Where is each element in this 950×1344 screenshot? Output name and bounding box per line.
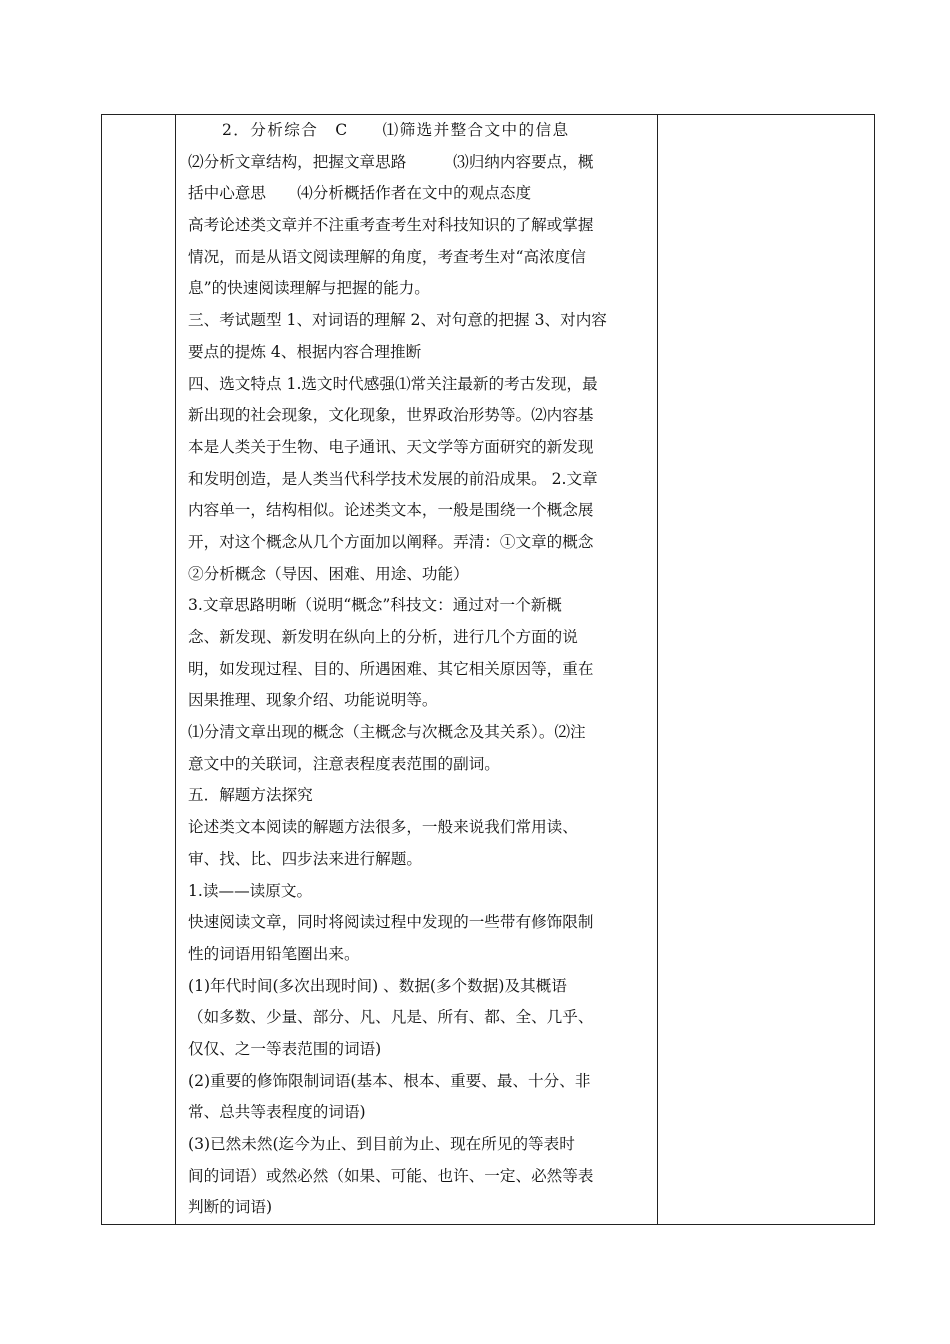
text-line: 1.读——读原文。 (188, 881, 313, 900)
text-line: 高考论述类文章并不注重考查考生对科技知识的了解或掌握 (188, 216, 594, 235)
text-line: ⑴分清文章出现的概念（主概念与次概念及其关系）。⑵注 (188, 723, 586, 742)
text-line: 括中心意思 ⑷分析概括作者在文中的观点态度 (188, 184, 532, 203)
section-heading: 五．解题方法探究 (188, 786, 313, 805)
text-line: 论述类文本阅读的解题方法很多，一般来说我们常用读、 (188, 818, 578, 837)
text-line: 要点的提炼 4、根据内容合理推断 (188, 342, 422, 361)
text-line: 间的词语）或然必然（如果、可能、也许、一定、必然等表 (188, 1166, 594, 1185)
text-line: ②分析概念（导因、困难、用途、功能） (188, 564, 469, 583)
text-line: 2．分析综合 C ⑴筛选并整合文中的信息 (188, 121, 570, 139)
text-line: 和发明创造，是人类当代科学技术发展的前沿成果。 2.文章 (188, 469, 598, 488)
text-line: 三、考试题型 1、对词语的理解 2、对句意的把握 3、对内容 (188, 311, 607, 330)
text-line: ⑵分析文章结构，把握文章思路 ⑶归纳内容要点，概 (188, 152, 594, 171)
text-line: 息”的快速阅读理解与把握的能力。 (188, 279, 430, 298)
text-line: 念、新发现、新发明在纵向上的分析，进行几个方面的说 (188, 628, 578, 646)
text-line: 开，对这个概念从几个方面加以阐释。弄清：①文章的概念 (188, 532, 594, 551)
text-line: 常、总共等表程度的词语) (188, 1103, 366, 1122)
main-content-cell (176, 115, 658, 1225)
text-line: 因果推理、现象介绍、功能说明等。 (188, 691, 438, 710)
text-line: （如多数、少量、部分、凡、凡是、所有、都、全、几乎、 (188, 1008, 594, 1027)
text-line: 四、选文特点 1.选文时代感强⑴常关注最新的考古发现，最 (188, 374, 598, 393)
text-line: 判断的词语) (188, 1198, 273, 1217)
document-table (101, 114, 875, 1225)
text-line: 意文中的关联词，注意表程度表范围的副词。 (188, 754, 500, 773)
text-line: (1)年代时间(多次出现时间) 、数据(多个数据)及其概语 (188, 976, 567, 995)
text-line: (3)已然未然(迄今为止、到目前为止、现在所见的等表时 (188, 1135, 575, 1153)
text-line: 审、找、比、四步法来进行解题。 (188, 849, 422, 868)
right-column-cell (658, 115, 875, 1225)
text-line: 内容单一，结构相似。论述类文本，一般是围绕一个概念展 (188, 501, 594, 520)
left-column-cell (102, 115, 176, 1225)
text-line: 本是人类关于生物、电子通讯、天文学等方面研究的新发现 (188, 437, 594, 456)
text-line: 性的词语用铅笔圈出来。 (188, 944, 360, 963)
text-line: (2)重要的修饰限制词语(基本、根本、重要、最、十分、非 (188, 1071, 591, 1090)
text-line: 仅仅、之一等表范围的词语) (188, 1039, 382, 1058)
text-line: 3.文章思路明晰（说明“概念”科技文：通过对一个新概 (188, 596, 562, 615)
text-line: 明，如发现过程、目的、所遇困难、其它相关原因等，重在 (188, 659, 594, 678)
text-line: 新出现的社会现象，文化现象，世界政治形势等。⑵内容基 (188, 406, 594, 425)
text-line: 情况，而是从语文阅读理解的角度，考查考生对“高浓度信 (188, 247, 586, 266)
text-line: 快速阅读文章，同时将阅读过程中发现的一些带有修饰限制 (188, 913, 594, 932)
